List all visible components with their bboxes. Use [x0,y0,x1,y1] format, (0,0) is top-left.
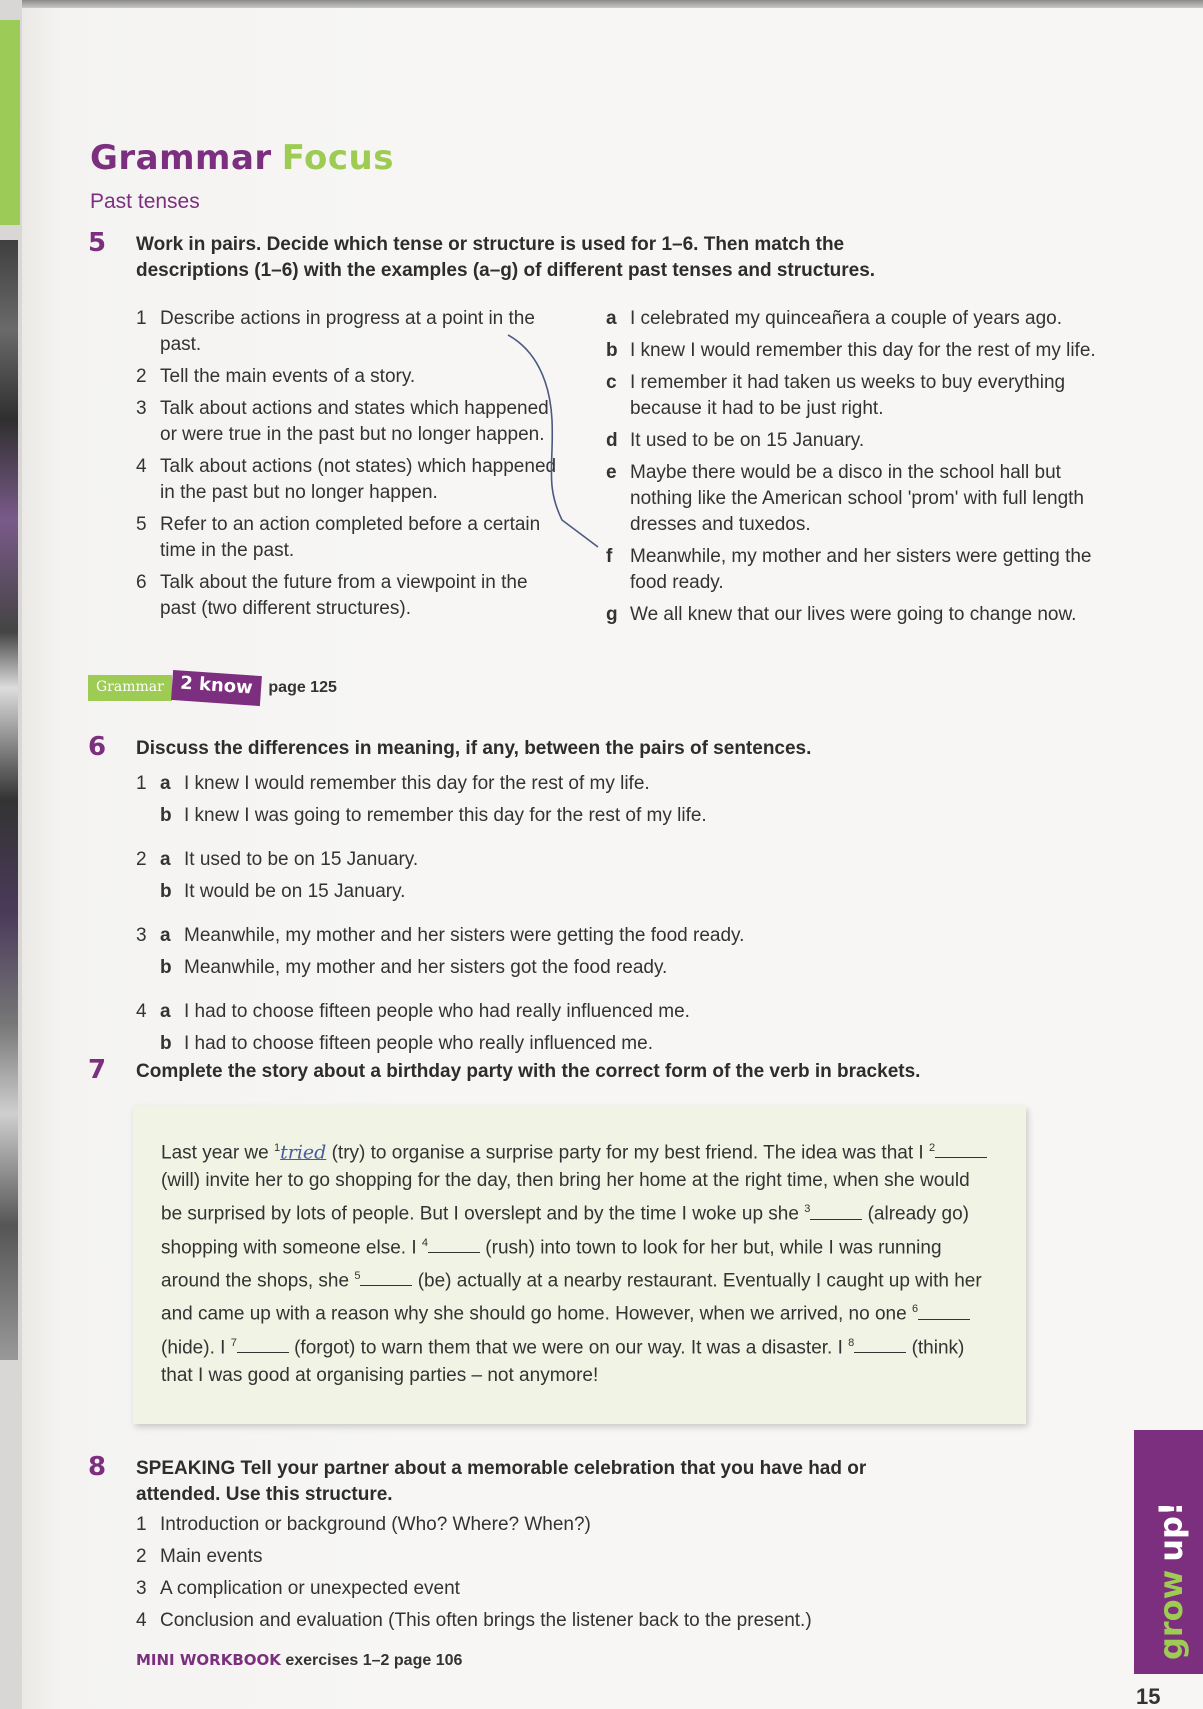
structure-text: Introduction or background (Who? Where? When?) [160,1514,591,1535]
example-item [606,460,1116,538]
spine-green-strip [0,20,20,225]
example-letter: g [606,604,618,625]
exercise-7-number: 7 [88,1055,107,1085]
story-text [161,1134,991,1390]
mini-workbook-pages: exercises 1–2 page 106 [280,1652,463,1669]
exercise-8-structure-list [136,1512,1036,1640]
grammar-reference-page: page 125 [268,679,337,696]
sentence-a-label: a [160,925,171,946]
example-text: It used to be on 15 January. [630,430,865,451]
page-title [90,138,394,178]
gap-number: 2 [928,1142,936,1154]
structure-text: Conclusion and evaluation (This often brings the listener back to the present.) [160,1610,812,1631]
story-segment: (rush) into town to look for her but, while I was running around the shops, she [161,1236,942,1292]
example-letter: f [606,546,613,567]
structure-item [136,1576,1036,1602]
exercise-6-number: 6 [88,732,107,762]
sentence-b: It would be on 15 January. [184,881,406,902]
structure-text: Main events [160,1546,263,1567]
exercise-5-number: 5 [88,228,107,258]
answer-gap[interactable] [810,1204,862,1220]
example-item [606,306,1116,332]
answer-gap[interactable] [935,1142,987,1158]
structure-item [136,1608,1036,1634]
structure-number: 1 [136,1514,147,1535]
sentence-b-label: b [160,957,172,978]
exercise-5-instruction: Work in pairs. Decide which tense or structure is used for 1–6. Then match the descriptions (1–6) with the examples (a–g) of different past tenses and structures. [136,234,876,281]
story-segment: (try) to organise a surprise party for my best friend. The idea was that I [326,1142,929,1164]
sentence-a: I knew I would remember this day for the rest of my life. [184,773,650,794]
structure-item [136,1512,1036,1538]
structure-item [136,1544,1036,1570]
page-number: 15 [1136,1684,1161,1709]
description-number: 1 [136,308,147,329]
answer-gap[interactable] [428,1237,480,1253]
grammar-2-know-reference[interactable] [88,672,337,704]
sentence-a-label: a [160,849,171,870]
example-item [606,544,1116,596]
structure-number: 4 [136,1610,147,1631]
sentence-b-label: b [160,805,172,826]
story-segment: (be) actually at a nearby restaurant. Eventually I caught up with her and came up with a reason why she should go home. However, when we arrived, no one [161,1270,982,1325]
gap-number: 8 [848,1336,855,1349]
exercise-6-pairs [136,768,1036,1072]
example-text: I celebrated my quinceañera a couple of years ago. [630,308,1062,329]
gap-number: 4 [421,1236,429,1249]
example-text: We all knew that our lives were going to change now. [630,604,1077,625]
sentence-b: I knew I was going to remember this day for the rest of my life. [184,805,707,826]
sentence-pair [136,844,1036,908]
spine-photo-strip [0,240,18,1360]
pair-number: 3 [136,925,147,946]
exercise-6-instruction: Discuss the differences in meaning, if any, between the pairs of sentences. [136,738,812,759]
story-segment: (forgot) to warn them that we were on our way. It was a disaster. I [288,1336,849,1358]
example-letter: e [606,462,617,483]
description-number: 2 [136,366,147,387]
description-text: Refer to an action completed before a certain time in the past. [160,514,541,561]
story-segment: (think) that I was good at organising parties – not anymore! [161,1336,965,1386]
description-number: 4 [136,456,147,477]
structure-number: 2 [136,1546,147,1567]
grow-up-logo [1152,1501,1190,1660]
gap-number: 7 [230,1336,237,1349]
example-item [606,338,1116,364]
example-letter: a [606,308,617,329]
exercise-8-number: 8 [88,1452,107,1482]
story-segment: (hide). I [161,1336,231,1358]
example-text: Maybe there would be a disco in the school hall but nothing like the American school 'prom' with full length dresses and tuxedos. [630,462,1084,535]
description-text: Talk about actions (not states) which happened in the past but no longer happen. [160,456,557,503]
mini-workbook-label: MINI WORKBOOK [136,1651,281,1669]
example-item [606,602,1116,628]
exercise-8-instruction: SPEAKING Tell your partner about a memorable celebration that you have had or attended. Use this structure. [136,1458,867,1505]
structure-text: A complication or unexpected event [160,1578,460,1599]
pair-number: 1 [136,773,147,794]
description-item [136,570,568,622]
pair-number: 2 [136,849,147,870]
logo-word-grow: grow [1152,1569,1190,1660]
sentence-a-label: a [160,1001,171,1022]
grammar-label: Grammar [88,675,172,701]
hand-drawn-matching-line [490,325,610,555]
title-word-grammar: Grammar [90,138,272,178]
sentence-b-label: b [160,1033,172,1054]
sentence-pair [136,768,1036,832]
sentence-a: Meanwhile, my mother and her sisters were getting the food ready. [184,925,745,946]
gap-number: 5 [354,1269,361,1282]
gap-number: 6 [911,1303,919,1316]
story-segment: (will) invite her to go shopping for the day, then bring her home at the right time, when she would be surprised by lots of people. But I overslept and by the time I woke up she [161,1170,970,1225]
answer-gap[interactable] [360,1270,412,1286]
sentence-b-label: b [160,881,172,902]
answer-gap[interactable] [854,1337,906,1353]
title-word-focus: Focus [281,138,394,178]
example-letter: c [606,372,617,393]
sentence-b: I had to choose fifteen people who really influenced me. [184,1033,653,1054]
gap-number: 3 [804,1203,811,1216]
example-item [606,370,1116,422]
example-item [606,428,1116,454]
description-number: 6 [136,572,147,593]
story-box [133,1106,1026,1424]
story-segment: (already go) shopping with someone else. I [161,1203,969,1258]
example-text: I knew I would remember this day for the rest of my life. [630,340,1096,361]
exercise-5-examples [606,306,1116,634]
example-text: Meanwhile, my mother and her sisters were getting the food ready. [630,546,1092,593]
structure-number: 3 [136,1578,147,1599]
example-letter: b [606,340,618,361]
section-subheading: Past tenses [90,190,200,213]
sentence-pair [136,920,1036,984]
sentence-a: I had to choose fifteen people who had really influenced me. [184,1001,690,1022]
answer-gap[interactable] [918,1304,970,1320]
description-text: Talk about actions and states which happened or were true in the past but no longer happen. [160,398,549,445]
sentence-pair [136,996,1036,1060]
page-top-edge [0,0,1203,8]
description-number: 5 [136,514,147,535]
description-text: Describe actions in progress at a point in the past. [160,308,535,355]
description-number: 3 [136,398,147,419]
pair-number: 4 [136,1001,147,1022]
exercise-7-instruction: Complete the story about a birthday party with the correct form of the verb in brackets. [136,1061,921,1082]
logo-word-up: up! [1152,1501,1190,1562]
answer-gap[interactable] [237,1337,289,1353]
story-segment: Last year we [161,1142,274,1164]
description-text: Tell the main events of a story. [160,366,416,387]
gap-number: 1 [274,1142,281,1154]
description-text: Talk about the future from a viewpoint in the past (two different structures). [160,572,528,619]
handwritten-answer: tried [280,1141,327,1164]
example-text: I remember it had taken us weeks to buy everything because it had to be just right. [630,372,1066,419]
sentence-a-label: a [160,773,171,794]
mini-workbook-reference[interactable] [136,1651,462,1670]
example-letter: d [606,430,618,451]
sentence-b: Meanwhile, my mother and her sisters got the food ready. [184,957,668,978]
sentence-a: It used to be on 15 January. [184,849,419,870]
2-know-label: 2 know [171,670,261,706]
